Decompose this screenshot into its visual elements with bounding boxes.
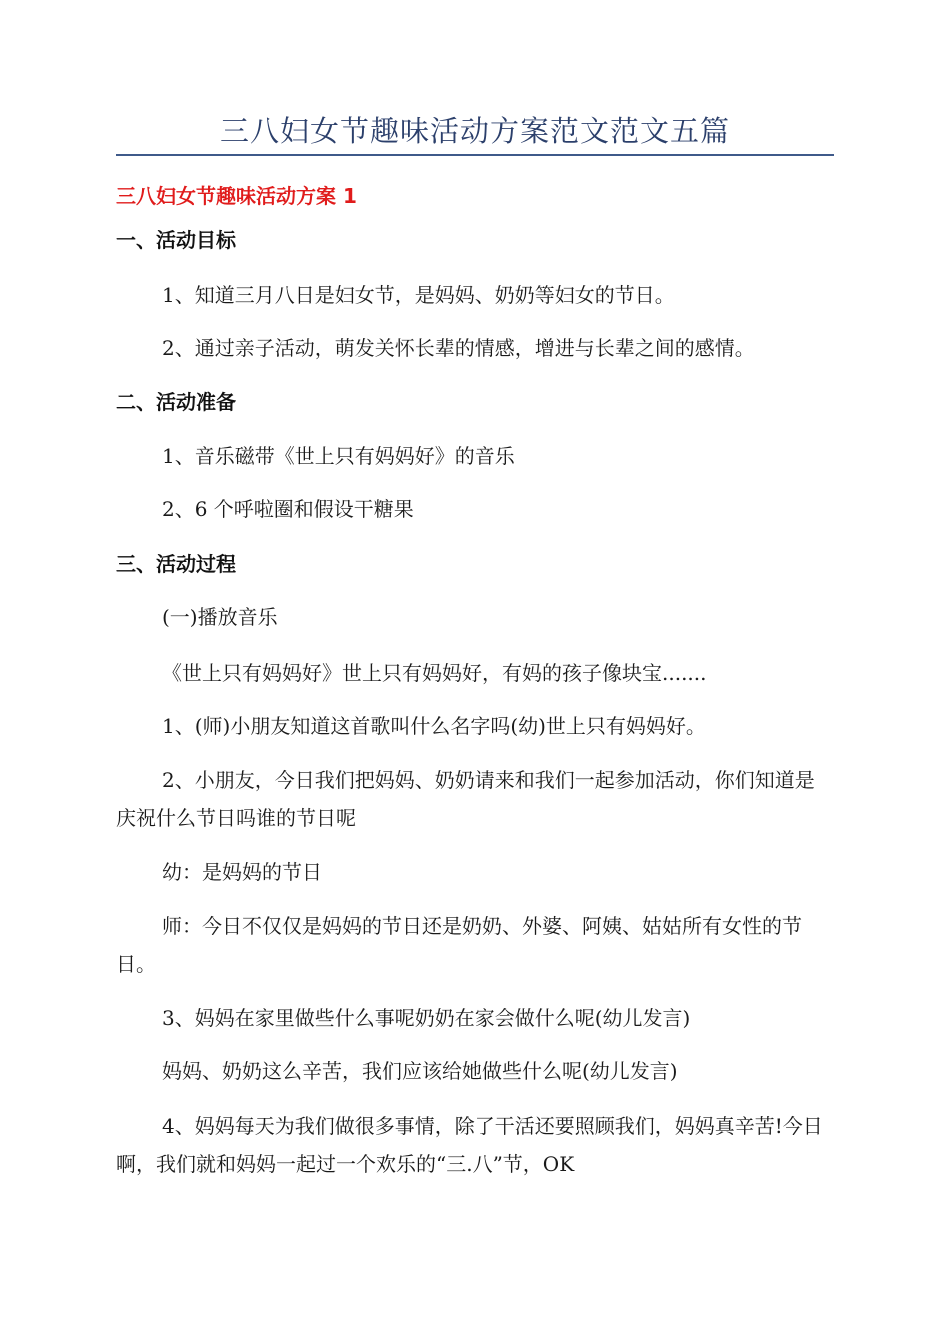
- paragraph-song-lyrics: 《世上只有妈妈好》世上只有妈妈好，有妈的孩子像块宝.......: [162, 661, 707, 685]
- heading-process: 三、活动过程: [116, 552, 236, 576]
- heading-preparation: 二、活动准备: [116, 390, 236, 414]
- paragraph-prep-1: 1、音乐磁带《世上只有妈妈好》的音乐: [162, 444, 515, 468]
- section-title: 三八妇女节趣味活动方案 1: [116, 184, 357, 208]
- paragraph-process-4: 4、妈妈每天为我们做很多事情，除了干活还要照顾我们，妈妈真辛苦!今日啊，我们就和妈妈一起过一个欢乐的“三.八”节，OK: [116, 1114, 823, 1176]
- paragraph-process-intro: (一)播放音乐: [162, 605, 278, 629]
- paragraph-goal-2: 2、通过亲子活动，萌发关怀长辈的情感，增进与长辈之间的感情。: [162, 336, 755, 360]
- paragraph-child-answer: 幼：是妈妈的节日: [162, 860, 322, 884]
- paragraph-process-1: 1、(师)小朋友知道这首歌叫什么名字吗(幼)世上只有妈妈好。: [162, 714, 706, 738]
- paragraph-prep-2: 2、6 个呼啦圈和假设干糖果: [162, 497, 414, 521]
- paragraph-process-3b: 妈妈、奶奶这么辛苦，我们应该给她做些什么呢(幼儿发言): [162, 1059, 678, 1083]
- paragraph-process-2: 2、小朋友，今日我们把妈妈、奶奶请来和我们一起参加活动，你们知道是庆祝什么节日吗谁的节日呢: [116, 768, 815, 830]
- document-title: 三八妇女节趣味活动方案范文范文五篇: [219, 114, 730, 148]
- paragraph-teacher-answer: 师：今日不仅仅是妈妈的节日还是奶奶、外婆、阿姨、姑姑所有女性的节日。: [116, 914, 802, 976]
- paragraph-process-3: 3、妈妈在家里做些什么事呢奶奶在家会做什么呢(幼儿发言): [162, 1006, 691, 1030]
- paragraph-goal-1: 1、知道三月八日是妇女节，是妈妈、奶奶等妇女的节日。: [162, 283, 675, 307]
- heading-goals: 一、活动目标: [116, 228, 236, 252]
- title-underline: [116, 154, 834, 156]
